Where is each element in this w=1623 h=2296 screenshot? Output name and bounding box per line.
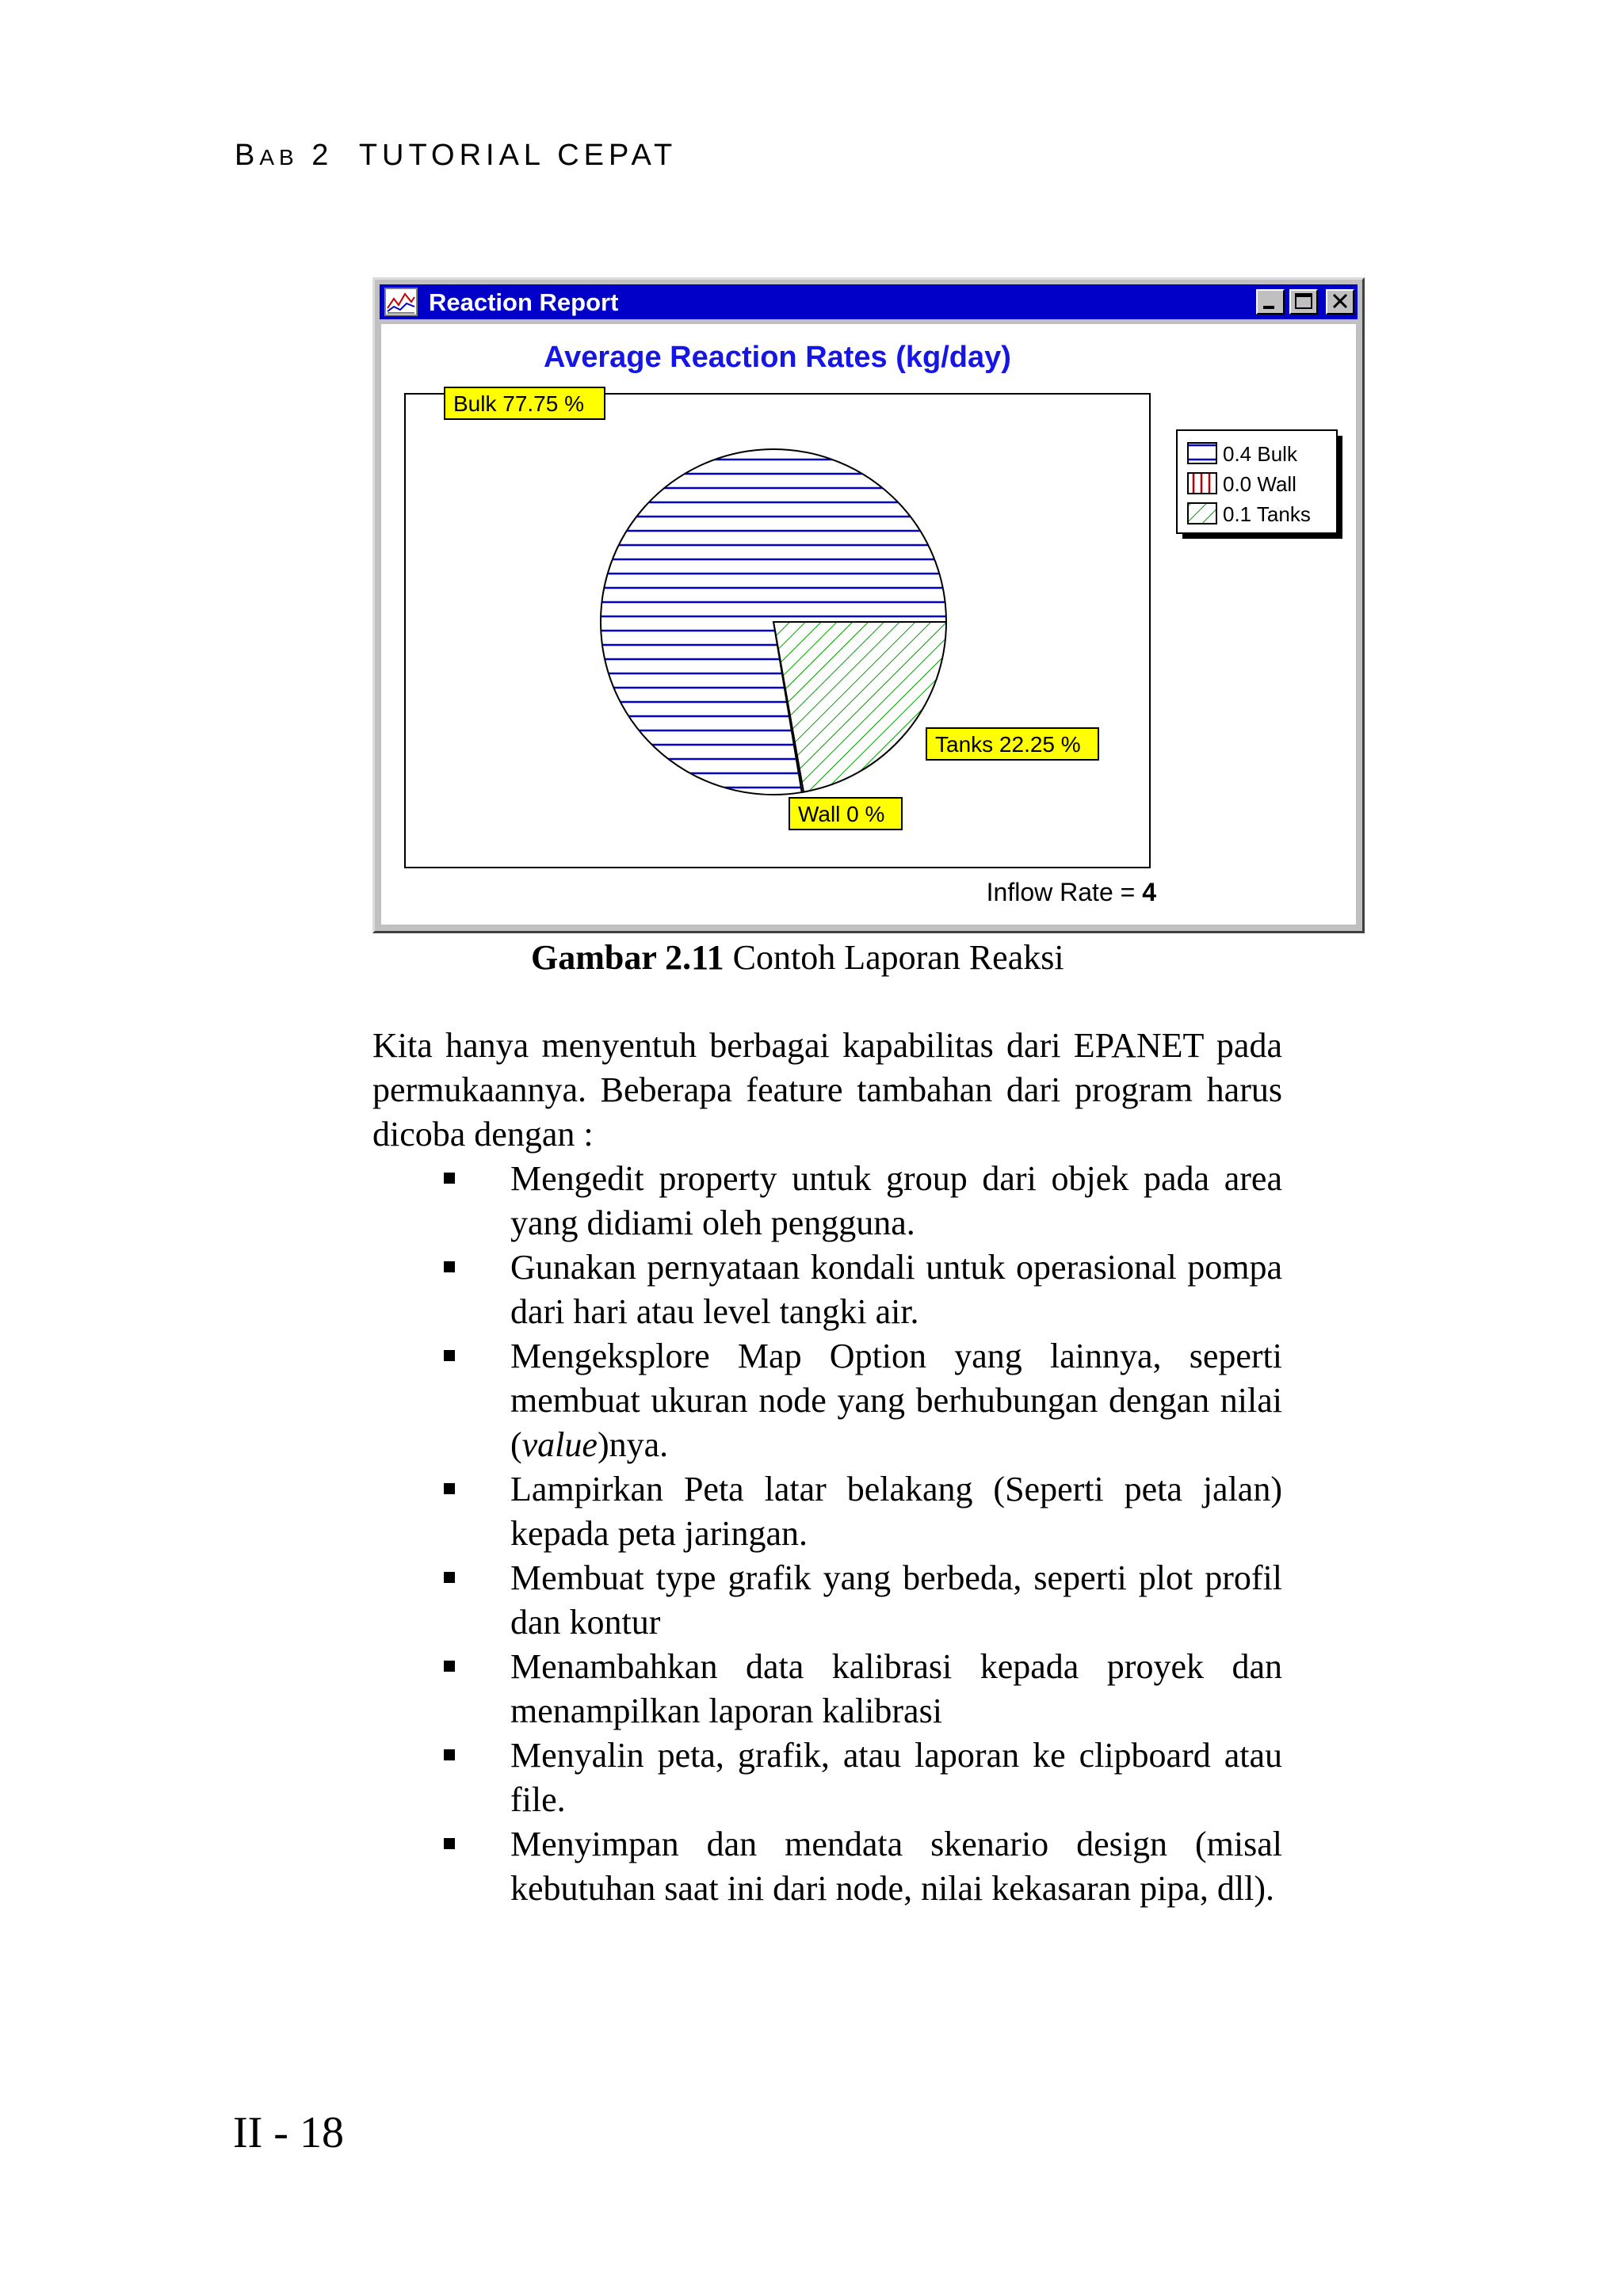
- window-title: Reaction Report: [429, 288, 619, 316]
- feature-list: [372, 1157, 1282, 1911]
- chart-app-icon: [384, 288, 418, 316]
- legend-swatch-tanks: [1188, 503, 1216, 524]
- bullet-icon: [444, 1261, 455, 1272]
- inflow-rate-text: Inflow Rate =: [986, 878, 1143, 906]
- window-titlebar[interactable]: [380, 284, 1358, 319]
- list-item: [372, 1822, 1282, 1911]
- chapter-rest: 2 TUTORIAL CEPAT: [298, 139, 678, 172]
- list-item: [372, 1556, 1282, 1645]
- list-item: [372, 1467, 1282, 1556]
- legend-swatch-wall: [1188, 473, 1216, 494]
- list-item-text: Mengedit property untuk group dari objek pada area yang didiami oleh pengguna.: [510, 1159, 1282, 1242]
- list-item-text: Membuat type grafik yang berbeda, seperti plot profil dan kontur: [510, 1558, 1282, 1642]
- list-item-text-em: value: [521, 1425, 598, 1464]
- bullet-icon: [444, 1350, 455, 1361]
- page-number: II - 18: [233, 2108, 344, 2157]
- slice-label-bulk: Bulk 77.75 %: [453, 391, 584, 416]
- bullet-icon: [444, 1838, 455, 1849]
- minimize-button[interactable]: [1256, 289, 1285, 315]
- reaction-report-window: [372, 277, 1365, 933]
- figure-caption: [531, 937, 1064, 978]
- maximize-icon: [1291, 291, 1316, 313]
- list-item: [372, 1334, 1282, 1467]
- running-header: [235, 139, 677, 173]
- figure-caption-text: Contoh Laporan Reaksi: [724, 938, 1064, 977]
- pie-slices: [601, 449, 946, 795]
- minimize-icon: [1258, 291, 1283, 313]
- chart-panel: [381, 324, 1356, 925]
- close-button[interactable]: [1326, 289, 1354, 315]
- list-item-text: Lampirkan Peta latar belakang (Seperti peta jalan) kepada peta jaringan.: [510, 1470, 1282, 1553]
- list-item: [372, 1245, 1282, 1334]
- chapter-small: AB: [259, 145, 299, 170]
- legend: [1177, 430, 1337, 533]
- bullet-icon: [444, 1661, 455, 1672]
- bullet-icon: [444, 1173, 455, 1184]
- inflow-rate-value: 4: [1142, 878, 1156, 906]
- bullet-icon: [444, 1749, 455, 1760]
- close-icon: [1327, 291, 1353, 313]
- list-item-text: Menambahkan data kalibrasi kepada proyek dan menampilkan laporan kalibrasi: [510, 1647, 1282, 1730]
- legend-swatch-bulk: [1188, 443, 1216, 463]
- bullet-icon: [444, 1483, 455, 1494]
- legend-label-bulk: 0.4 Bulk: [1223, 442, 1297, 466]
- intro-paragraph: Kita hanya menyentuh berbagai kapabilitas dari EPANET pada permukaannya. Beberapa feature tambahan dari program harus dicoba dengan :: [372, 1026, 1282, 1154]
- inflow-rate-label: [987, 878, 1157, 906]
- chart-title: Average Reaction Rates (kg/day): [544, 341, 1011, 374]
- maximize-button[interactable]: [1289, 289, 1318, 315]
- list-item-text: Menyimpan dan mendata skenario design (misal kebutuhan saat ini dari node, nilai kekasaran pipa, dll).: [510, 1825, 1282, 1908]
- list-item: [372, 1645, 1282, 1733]
- list-item-text: Gunakan pernyataan kondali untuk operasional pompa dari hari atau level tangki air.: [510, 1248, 1282, 1331]
- legend-label-wall: 0.0 Wall: [1223, 472, 1296, 496]
- list-item: [372, 1733, 1282, 1822]
- list-item-text: Menyalin peta, grafik, atau laporan ke clipboard atau file.: [510, 1736, 1282, 1819]
- list-item-text-pre: Mengeksplore Map Option yang lainnya, seperti membuat ukuran node yang berhubungan dengan nilai (: [510, 1337, 1282, 1464]
- list-item-text-post: )nya.: [597, 1425, 669, 1464]
- legend-label-tanks: 0.1 Tanks: [1223, 502, 1311, 526]
- slice-label-wall: Wall 0 %: [798, 802, 885, 826]
- list-item: [372, 1157, 1282, 1245]
- figure-number: Gambar 2.11: [531, 938, 724, 977]
- slice-label-tanks: Tanks 22.25 %: [935, 732, 1081, 757]
- pie-chart: [381, 324, 1356, 925]
- bullet-icon: [444, 1572, 455, 1583]
- chapter-prefix: B: [235, 139, 260, 172]
